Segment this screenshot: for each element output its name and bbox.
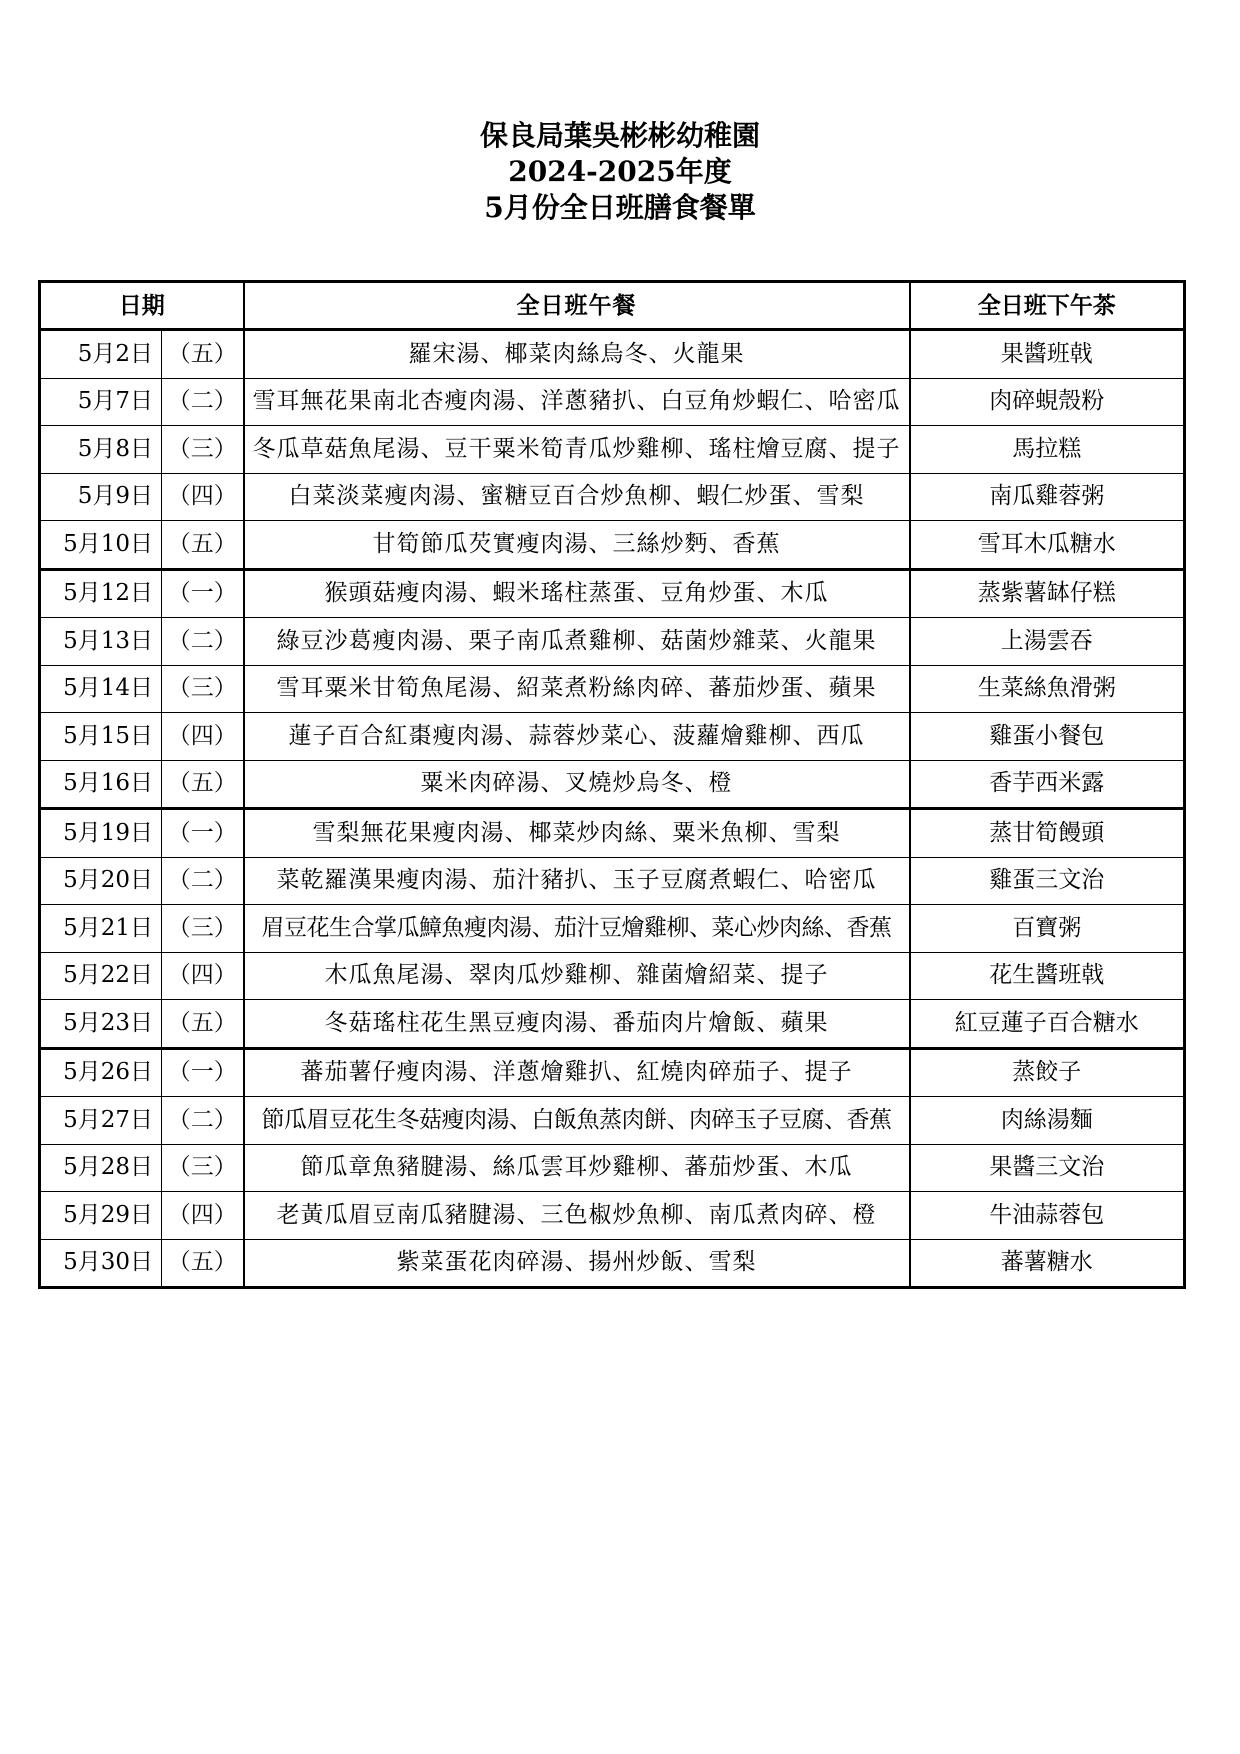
lunch-cell: 木瓜魚尾湯、翠肉瓜炒雞柳、雜菌燴紹菜、提子 <box>244 952 910 1000</box>
lunch-cell: 雪耳粟米甘筍魚尾湯、紹菜煮粉絲肉碎、蕃茄炒蛋、蘋果 <box>244 665 910 713</box>
lunch-cell: 蕃茄薯仔瘦肉湯、洋蔥燴雞扒、紅燒肉碎茄子、提子 <box>244 1048 910 1097</box>
table-row <box>40 1239 1185 1288</box>
table-row <box>40 473 1185 521</box>
tea-cell: 蕃薯糖水 <box>910 1239 1185 1288</box>
table-row <box>40 521 1185 570</box>
table-row <box>40 952 1185 1000</box>
date-cell: 5月8日 <box>40 426 162 474</box>
lunch-cell: 羅宋湯、椰菜肉絲烏冬、火龍果 <box>244 330 910 379</box>
menu-body <box>40 330 1185 1288</box>
tea-cell: 花生醬班戟 <box>910 952 1185 1000</box>
date-cell: 5月2日 <box>40 330 162 379</box>
lunch-cell: 白菜淡菜瘦肉湯、蜜糖豆百合炒魚柳、蝦仁炒蛋、雪梨 <box>244 473 910 521</box>
tea-cell: 肉碎蜆殼粉 <box>910 378 1185 426</box>
date-cell: 5月30日 <box>40 1239 162 1288</box>
weekday-cell: （一） <box>162 569 244 618</box>
weekday-cell: （五） <box>162 1000 244 1049</box>
table-row <box>40 713 1185 761</box>
lunch-cell: 雪耳無花果南北杏瘦肉湯、洋蔥豬扒、白豆角炒蝦仁、哈密瓜 <box>244 378 910 426</box>
lunch-cell: 老黃瓜眉豆南瓜豬腱湯、三色椒炒魚柳、南瓜煮肉碎、橙 <box>244 1192 910 1240</box>
date-cell: 5月27日 <box>40 1097 162 1145</box>
date-cell: 5月12日 <box>40 569 162 618</box>
weekday-cell: （四） <box>162 952 244 1000</box>
weekday-cell: （三） <box>162 426 244 474</box>
table-row <box>40 569 1185 618</box>
lunch-cell: 綠豆沙葛瘦肉湯、栗子南瓜煮雞柳、菇菌炒雜菜、火龍果 <box>244 618 910 666</box>
tea-cell: 蒸紫薯缽仔糕 <box>910 569 1185 618</box>
date-cell: 5月21日 <box>40 905 162 953</box>
weekday-cell: （一） <box>162 809 244 858</box>
weekday-cell: （五） <box>162 760 244 809</box>
date-cell: 5月23日 <box>40 1000 162 1049</box>
date-cell: 5月19日 <box>40 809 162 858</box>
tea-cell: 雪耳木瓜糖水 <box>910 521 1185 570</box>
tea-cell: 肉絲湯麵 <box>910 1097 1185 1145</box>
header-lunch: 全日班午餐 <box>244 282 910 330</box>
lunch-cell: 粟米肉碎湯、叉燒炒烏冬、橙 <box>244 760 910 809</box>
lunch-cell: 節瓜章魚豬腱湯、絲瓜雲耳炒雞柳、蕃茄炒蛋、木瓜 <box>244 1144 910 1192</box>
table-row <box>40 1000 1185 1049</box>
lunch-cell: 眉豆花生合掌瓜鱆魚瘦肉湯、茄汁豆燴雞柳、菜心炒肉絲、香蕉 <box>244 905 910 953</box>
table-row <box>40 857 1185 905</box>
date-cell: 5月13日 <box>40 618 162 666</box>
table-row <box>40 1097 1185 1145</box>
table-row <box>40 330 1185 379</box>
lunch-cell: 節瓜眉豆花生冬菇瘦肉湯、白飯魚蒸肉餅、肉碎玉子豆腐、香蕉 <box>244 1097 910 1145</box>
lunch-cell: 蓮子百合紅棗瘦肉湯、蒜蓉炒菜心、菠蘿燴雞柳、西瓜 <box>244 713 910 761</box>
date-cell: 5月7日 <box>40 378 162 426</box>
tea-cell: 雞蛋小餐包 <box>910 713 1185 761</box>
weekday-cell: （五） <box>162 1239 244 1288</box>
table-row <box>40 665 1185 713</box>
weekday-cell: （三） <box>162 665 244 713</box>
weekday-cell: （二） <box>162 378 244 426</box>
school-year: 2024-2025年度 <box>508 155 732 188</box>
weekday-cell: （五） <box>162 521 244 570</box>
lunch-cell: 雪梨無花果瘦肉湯、椰菜炒肉絲、粟米魚柳、雪梨 <box>244 809 910 858</box>
table-row <box>40 1144 1185 1192</box>
date-cell: 5月28日 <box>40 1144 162 1192</box>
date-cell: 5月14日 <box>40 665 162 713</box>
weekday-cell: （四） <box>162 473 244 521</box>
header-tea: 全日班下午茶 <box>910 282 1185 330</box>
weekday-cell: （五） <box>162 330 244 379</box>
menu-title: 5月份全日班膳食餐單 <box>484 191 756 224</box>
table-row <box>40 760 1185 809</box>
table-header-row <box>40 282 1185 330</box>
lunch-cell: 猴頭菇瘦肉湯、蝦米瑤柱蒸蛋、豆角炒蛋、木瓜 <box>244 569 910 618</box>
tea-cell: 南瓜雞蓉粥 <box>910 473 1185 521</box>
weekday-cell: （二） <box>162 1097 244 1145</box>
tea-cell: 牛油蒜蓉包 <box>910 1192 1185 1240</box>
tea-cell: 果醬班戟 <box>910 330 1185 379</box>
table-row <box>40 618 1185 666</box>
table-row <box>40 809 1185 858</box>
table-row <box>40 1048 1185 1097</box>
tea-cell: 香芋西米露 <box>910 760 1185 809</box>
menu-table <box>38 280 1186 1289</box>
lunch-cell: 紫菜蛋花肉碎湯、揚州炒飯、雪梨 <box>244 1239 910 1288</box>
tea-cell: 蒸甘筍饅頭 <box>910 809 1185 858</box>
date-cell: 5月16日 <box>40 760 162 809</box>
tea-cell: 紅豆蓮子百合糖水 <box>910 1000 1185 1049</box>
tea-cell: 雞蛋三文治 <box>910 857 1185 905</box>
date-cell: 5月29日 <box>40 1192 162 1240</box>
weekday-cell: （三） <box>162 1144 244 1192</box>
table-row <box>40 1192 1185 1240</box>
date-cell: 5月22日 <box>40 952 162 1000</box>
school-name: 保良局葉吳彬彬幼稚園 <box>479 119 760 152</box>
lunch-cell: 甘筍節瓜芡實瘦肉湯、三絲炒麪、香蕉 <box>244 521 910 570</box>
date-cell: 5月15日 <box>40 713 162 761</box>
lunch-cell: 菜乾羅漢果瘦肉湯、茄汁豬扒、玉子豆腐煮蝦仁、哈密瓜 <box>244 857 910 905</box>
table-row <box>40 378 1185 426</box>
header-date: 日期 <box>40 282 244 330</box>
weekday-cell: （一） <box>162 1048 244 1097</box>
table-row <box>40 905 1185 953</box>
weekday-cell: （二） <box>162 618 244 666</box>
date-cell: 5月20日 <box>40 857 162 905</box>
lunch-cell: 冬菇瑤柱花生黑豆瘦肉湯、番茄肉片燴飯、蘋果 <box>244 1000 910 1049</box>
tea-cell: 生菜絲魚滑粥 <box>910 665 1185 713</box>
tea-cell: 上湯雲吞 <box>910 618 1185 666</box>
tea-cell: 蒸餃子 <box>910 1048 1185 1097</box>
date-cell: 5月10日 <box>40 521 162 570</box>
date-cell: 5月9日 <box>40 473 162 521</box>
tea-cell: 百寶粥 <box>910 905 1185 953</box>
weekday-cell: （四） <box>162 1192 244 1240</box>
tea-cell: 馬拉糕 <box>910 426 1185 474</box>
tea-cell: 果醬三文治 <box>910 1144 1185 1192</box>
table-row <box>40 426 1185 474</box>
lunch-cell: 冬瓜草菇魚尾湯、豆干粟米筍青瓜炒雞柳、瑤柱燴豆腐、提子 <box>244 426 910 474</box>
weekday-cell: （四） <box>162 713 244 761</box>
title-block <box>0 118 1240 226</box>
weekday-cell: （二） <box>162 857 244 905</box>
date-cell: 5月26日 <box>40 1048 162 1097</box>
weekday-cell: （三） <box>162 905 244 953</box>
